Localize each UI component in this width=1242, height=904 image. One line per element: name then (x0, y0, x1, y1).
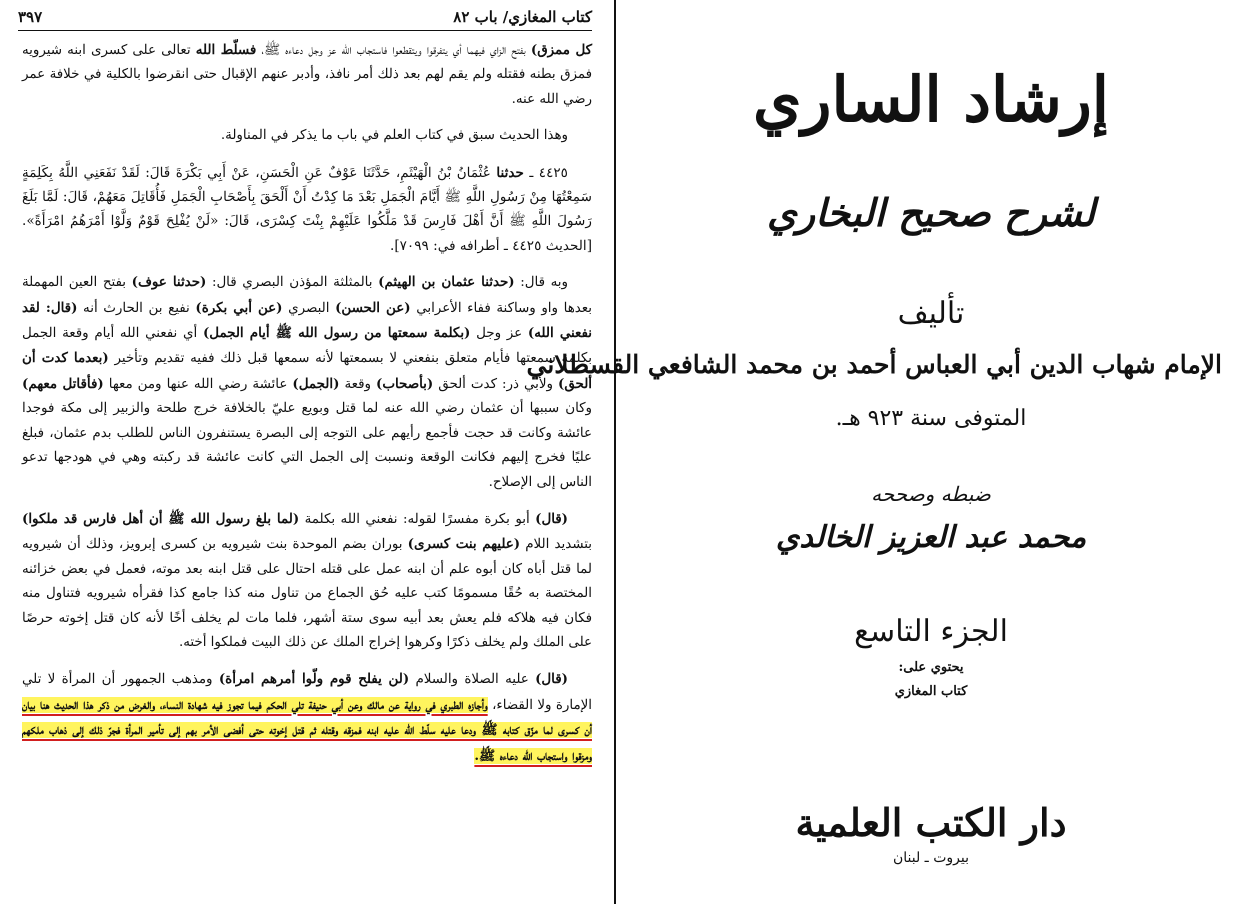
bold-text-run: (حدثنا عوف) (131, 274, 207, 291)
text-run: تعالى على كسرى ابنه شيرويه فمزق بطنه فقتله ولم يقم لهم بعد ذلك أمر نافذ، وأدبر عنهم الإقبال حتى انقرضوا بالكلية في خلافة عمر رضي الله عنه. (22, 43, 592, 107)
bold-text-run: كل ممزق) (530, 42, 592, 58)
text-run: أي نفعني الله أيام وقعة الجمل بكلمة سمعتها فأيام متعلق بنفعني لا بسمعتها لأنه سمعها قبل ذلك ففيه تقديم وتأخير (22, 326, 592, 367)
publisher-logo: دار الكتب العلمية (795, 800, 1067, 845)
text-run: ٤٤٢٥ ـ (523, 164, 568, 181)
text-run: بالمثلثة المؤذن البصري قال: (206, 275, 379, 291)
running-header (18, 4, 592, 31)
hadith-paragraph (22, 161, 592, 259)
bold-text-run: (بأصحاب) (376, 375, 434, 392)
text-run: وقعة (339, 376, 377, 392)
text-run: وبه قال: (514, 275, 568, 291)
text-run: عائشة رضي الله عنها ومن معها (103, 376, 293, 392)
text-run: وكان سببها أن عثمان رضي الله عنه لما قتل وبويع عليّ بالخلافة خرج طلحة والزبير إلى مكة فوجدا عائشة وكانت قد حجت فأجمع رأيهم على التوجه إلى البصرة يستنفرون الناس للطلب بدم عثمان، فبلغ عليًا فخرج إليهم فكانت الوقعة ونسبت إلى الجمل التي كانت عائشة قد ركبته وهي في هودجها تدعو الناس إلى الإصلاح. (22, 401, 592, 490)
commentary-body (22, 38, 592, 904)
header-title: كتاب المغازي/ باب ٨٢ (453, 8, 592, 26)
text-run: عز وجل (470, 326, 528, 342)
publisher-city: بيروت ـ لبنان (892, 850, 970, 866)
commentary-paragraph (22, 124, 592, 148)
book-subtitle: لشرح صحيح البخاري (766, 190, 1096, 235)
bold-text-run: (الجمل) (292, 375, 340, 392)
commentary-paragraph (22, 38, 592, 112)
authorship-label: تأليف (897, 296, 965, 331)
text-run: نفيع بن الحارث أنه (77, 300, 196, 316)
editor-name: محمد عبد العزيز الخالدي (775, 520, 1087, 555)
text-run: ولأبي ذر: كدت ألحق (433, 376, 559, 392)
text-run: بتشديد اللام (520, 537, 592, 553)
bold-text-run: (قال) (535, 510, 569, 527)
bold-text-run: حدثنا (496, 164, 524, 181)
text-run: عُثْمَانُ بْنُ الْهَيْثَمِ، حَدَّثَنَا عَوْفٌ عَنِ الْحَسَنِ، عَنْ أَبِي بَكْرَةَ قَالَ: لَقَدْ نَفَعَنِي اللَّهُ بِكَلِمَةٍ سَمِعْتُهَا مِنْ رَسُولِ اللَّهِ ﷺ أَيَّامَ الْجَمَلِ بَعْدَ مَا كِدْتُ أَنْ أَلْحَقَ بِأَصْحَابِ الْجَمَلِ فَأُقَاتِلَ مَعَهُمْ، قَالَ: لَمَّا بَلَغَ رَسُولَ اللَّهِ ﷺ أَنَّ أَهْلَ فَارِسَ قَدْ مَلَّكُوا عَلَيْهِمْ بِنْتَ كِسْرَى، قَالَ: «لَنْ يُفْلِحَ قَوْمٌ وَلَّوْا أَمْرَهُمُ امْرَأَةً». [الحديث ٤٤٢٥ ـ أطرافه في: ٧٠٩٩]. (22, 164, 592, 254)
contains-label: يحتوي على: (898, 660, 964, 675)
page-number: ٣٩٧ (18, 8, 43, 26)
text-run: بفتح الزاي فيهما أي يتفرقوا ويتقطعوا فاستجاب الله عز وجل دعاءه ﷺ، (256, 43, 531, 58)
bold-text-run: (عن الحسن) (335, 299, 411, 316)
highlighted-text: وأجازه الطبري في رواية عن مالك وعن أبي حنيفة تلي الحكم فيما تجوز فيه شهادة النساء، والغرض من ذكر هذا الحديث هنا بيان أن كسرى لما مزّق كتابه ﷺ ودعا عليه سلّط الله عليه ابنه فمزقه وقتله ثم قتل إخوته حتى أفضى الأمر بهم إلى تأمير المرأة فجرّ ذلك إلى ذهاب ملكهم ومزقوا واستجاب الله دعاءه ﷺ. (22, 696, 592, 764)
bold-text-run: (بعدما كدت أن ألحق) (22, 350, 592, 392)
bold-text-run: (بكلمة سمعتها من رسول الله ﷺ أيام الجمل) (202, 325, 471, 342)
text-run: البصري (282, 300, 336, 316)
bold-text-run: (عن أبي بكرة) (195, 299, 283, 316)
bold-text-run: (لما بلغ رسول الله ﷺ أن أهل فارس قد ملكوا) (22, 510, 300, 527)
bold-text-run: (حدثنا عثمان بن الهيثم) (378, 274, 515, 291)
bold-text-run: فسلّط الله (195, 42, 257, 58)
commentary-paragraph (22, 270, 592, 495)
bold-text-run: (قال: لقد نفعني الله) (22, 299, 592, 342)
text-run: أبو بكرة مفسرًا لقوله: نفعني الله بكلمة (299, 511, 536, 527)
commentary-paragraph (22, 667, 592, 769)
bold-text-run: (فأقاتل معهم) (22, 375, 104, 392)
bold-text-run: (لن يفلح قوم ولّوا أمرهم امرأة) (218, 671, 410, 688)
bold-text-run: (قال) (535, 671, 568, 688)
editing-label: ضبطه وصححه (871, 482, 991, 506)
text-run: عليه الصلاة والسلام (409, 672, 536, 688)
bold-text-run: (عليهم بنت كسرى) (407, 536, 521, 553)
commentary-paragraph (22, 507, 592, 655)
volume-label: الجزء التاسع (854, 614, 1008, 649)
text-run: بفتح العين المهملة بعدها واو وساكنة ففاء الأعرابي (22, 275, 592, 316)
death-note: المتوفى سنة ٩٢٣ هـ. (835, 406, 1027, 431)
text-run: ومذهب الجمهور أن المرأة لا تلي الإمارة ولا القضاء، (22, 672, 592, 713)
text-run: وهذا الحديث سبق في كتاب العلم في باب ما يذكر في المناولة. (220, 128, 568, 144)
text-page (0, 0, 616, 904)
author-name: الإمام شهاب الدين أبي العباس أحمد بن محمد الشافعي القسطلاني (526, 350, 1222, 379)
contains-value: كتاب المغازي (894, 684, 968, 699)
book-title: إرشاد الساري (753, 63, 1109, 136)
text-run: بوران بضم الموحدة بنت شيرويه بن كسرى إبرويز، وذلك أن شيرويه لما قتل أباه كان أبوه علم أن ابنه عمل على قتله احتال على قتل ابنه بعد موته، فعمل في بعض خزائنه المختصة به حُقًا مسمومًا كتب عليه حُق الجماع من تناول منه كذا جامع كذا فقرأه شيرويه فتناول منه فكان فيه هلاكه فلم يعش بعد أبيه سوى ستة أشهر، فلما مات لم يخلف أخًا لأنه كان قتل إخوته حرصًا على الملك ولم يخلف ذكرًا وكرهوا إخراج الملك عن ذلك البيت فملكوا أخته. (22, 537, 592, 650)
